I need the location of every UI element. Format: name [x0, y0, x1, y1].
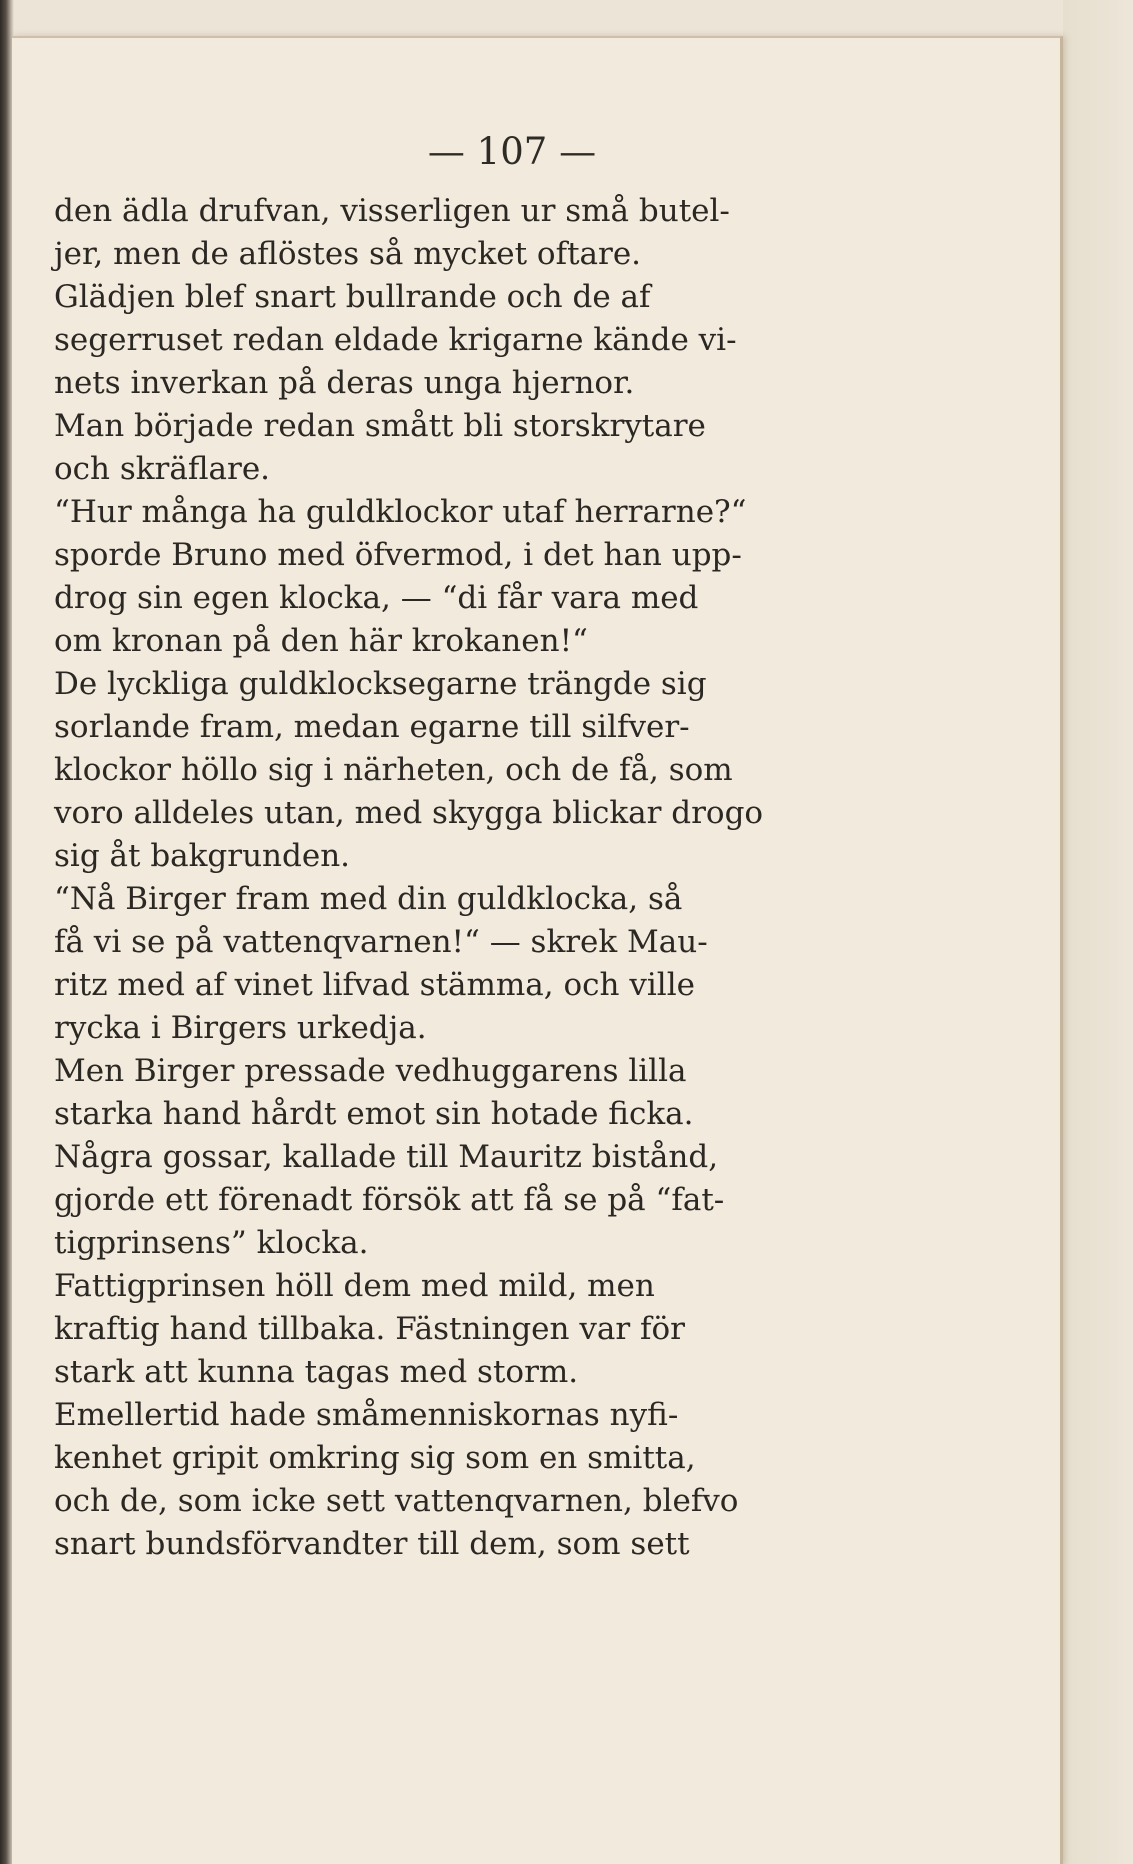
- text-line: stark att kunna tagas med storm.: [54, 1354, 579, 1390]
- body-text: [54, 190, 884, 1566]
- text-line: sporde Bruno med öfvermod, i det han upp-: [54, 537, 742, 573]
- text-line: rycka i Birgers urkedja.: [54, 1010, 427, 1046]
- text-line: jer, men de aflöstes så mycket oftare.: [54, 236, 642, 272]
- text-line: Några gossar, kallade till Mauritz bistånd,: [54, 1139, 719, 1175]
- text-line: klockor höllo sig i närheten, och de få, som: [54, 752, 733, 788]
- text-line: Emellertid hade småmenniskornas nyfi-: [54, 1397, 679, 1433]
- text-line: Man började redan smått bli storskrytare: [54, 408, 706, 444]
- text-line: Glädjen blef snart bullrande och de af: [54, 279, 651, 315]
- text-line: få vi se på vattenqvarnen!“ — skrek Mau-: [54, 924, 708, 960]
- text-line: snart bundsförvandter till dem, som sett: [54, 1526, 690, 1562]
- text-line: den ädla drufvan, visserligen ur små butel-: [54, 193, 730, 229]
- text-line: och de, som icke sett vattenqvarnen, blefvo: [54, 1483, 739, 1519]
- book-page: [12, 36, 1063, 1864]
- text-line: De lyckliga guldklocksegarne trängde sig: [54, 666, 707, 702]
- text-line: kraftig hand tillbaka. Fästningen var för: [54, 1311, 685, 1347]
- text-line: sorlande fram, medan egarne till silfver-: [54, 709, 690, 745]
- text-line: nets inverkan på deras unga hjernor.: [54, 365, 635, 401]
- text-line: “Hur många ha guldklockor utaf herrarne?“: [54, 494, 747, 530]
- scan-background-margin: [1063, 0, 1133, 1864]
- text-line: kenhet gripit omkring sig som en smitta,: [54, 1440, 696, 1476]
- text-line: drog sin egen klocka, — “di får vara med: [54, 580, 699, 616]
- text-line: Fattigprinsen höll dem med mild, men: [54, 1268, 655, 1304]
- text-line: “Nå Birger fram med din guldklocka, så: [54, 881, 683, 917]
- text-line: gjorde ett förenadt försök att få se på “fat-: [54, 1182, 725, 1218]
- text-line: ritz med af vinet lifvad stämma, och ville: [54, 967, 695, 1003]
- text-line: starka hand hårdt emot sin hotade ficka.: [54, 1096, 694, 1132]
- text-line: tigprinsens” klocka.: [54, 1225, 369, 1261]
- text-line: voro alldeles utan, med skygga blickar drogo: [54, 795, 764, 831]
- text-line: sig åt bakgrunden.: [54, 838, 351, 874]
- text-line: segerruset redan eldade krigarne kände vi-: [54, 322, 737, 358]
- text-line: och skräflare.: [54, 451, 271, 487]
- text-line: Men Birger pressade vedhuggarens lilla: [54, 1053, 687, 1089]
- text-line: om kronan på den här krokanen!“: [54, 623, 588, 659]
- page-number: — 107 —: [427, 130, 597, 173]
